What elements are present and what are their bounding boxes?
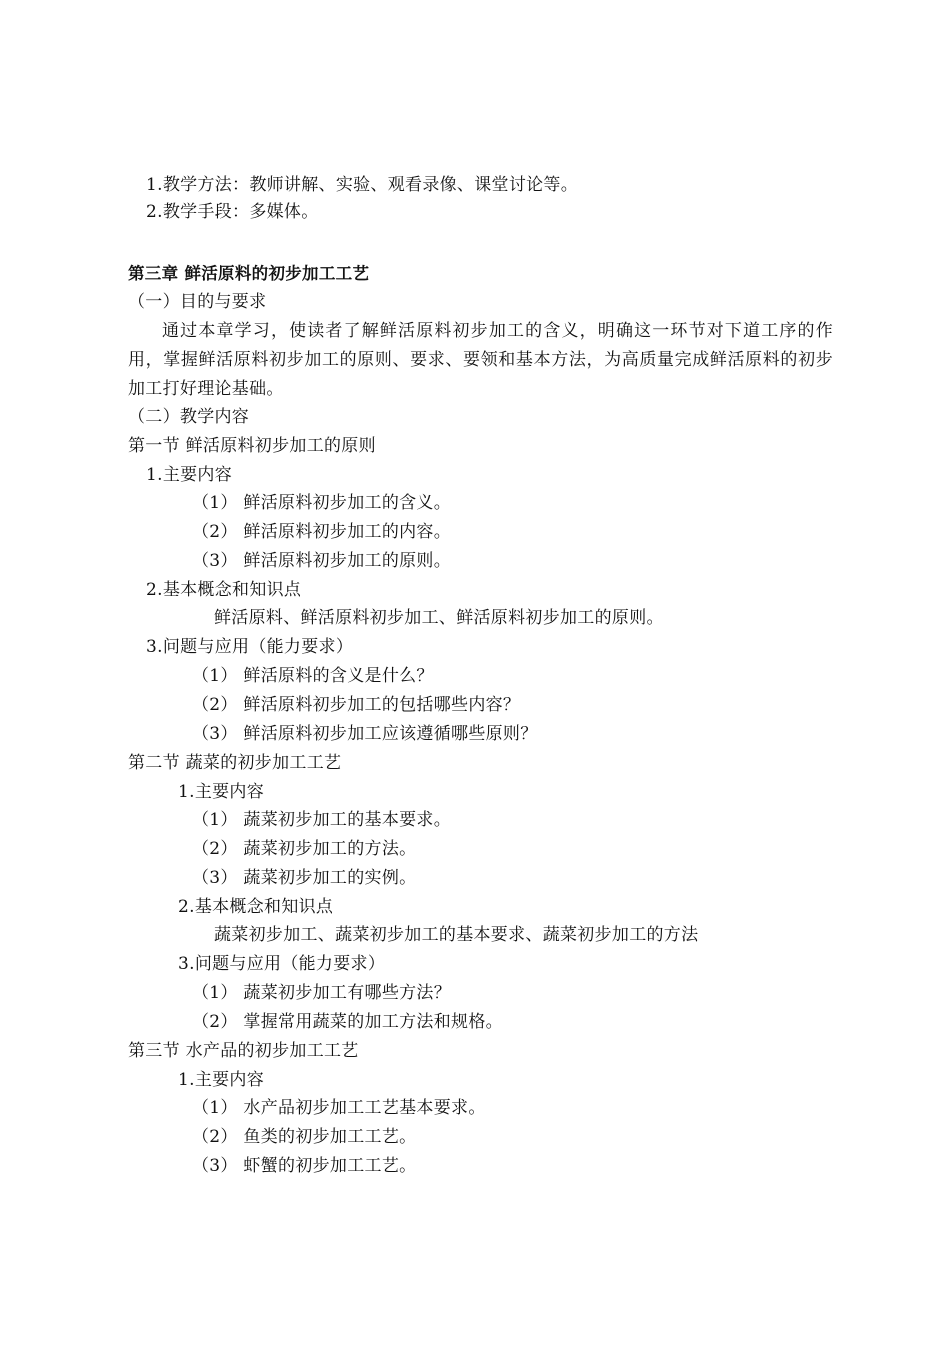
section2-concepts-text: 蔬菜初步加工、蔬菜初步加工的基本要求、蔬菜初步加工的方法 xyxy=(214,925,699,945)
section2-main-item: （1） 蔬菜初步加工的基本要求。 xyxy=(192,810,452,830)
section2-questions-heading: 3.问题与应用（能力要求） xyxy=(178,954,386,974)
section3-title: 第三节 水产品的初步加工工艺 xyxy=(128,1041,359,1061)
section2-main-item: （3） 蔬菜初步加工的实例。 xyxy=(192,868,417,888)
section2-question-item: （1） 蔬菜初步加工有哪些方法？ xyxy=(192,983,452,1003)
section1-concepts-text: 鲜活原料、鲜活原料初步加工、鲜活原料初步加工的原则。 xyxy=(214,608,664,628)
section1-questions-heading: 3.问题与应用（能力要求） xyxy=(146,637,354,657)
section3-main-item: （1） 水产品初步加工工艺基本要求。 xyxy=(192,1098,486,1118)
section1-main-heading: 1.主要内容 xyxy=(146,465,233,485)
teaching-method: 1.教学方法：教师讲解、实验、观看录像、课堂讨论等。 xyxy=(146,175,579,195)
goals-paragraph: 通过本章学习，使读者了解鲜活原料初步加工的含义，明确这一环节对下道工序的作用，掌握鲜活原料初步加工的原则、要求、要领和基本方法，为高质量完成鲜活原料的初步加工打好理论基础。 xyxy=(128,321,833,399)
section1-main-item: （3） 鲜活原料初步加工的原则。 xyxy=(192,551,452,571)
section1-question-item: （2） 鲜活原料初步加工的包括哪些内容？ xyxy=(192,695,521,715)
content-heading: （二）教学内容 xyxy=(128,407,250,427)
goals-heading: （一）目的与要求 xyxy=(128,292,267,312)
section1-question-item: （1） 鲜活原料的含义是什么？ xyxy=(192,666,434,686)
chapter-title: 第三章 鲜活原料的初步加工工艺 xyxy=(128,264,370,283)
section1-question-item: （3） 鲜活原料初步加工应该遵循哪些原则？ xyxy=(192,724,538,744)
section1-main-item: （2） 鲜活原料初步加工的内容。 xyxy=(192,522,452,542)
section2-concepts-heading: 2.基本概念和知识点 xyxy=(178,897,334,917)
section1-concepts-heading: 2.基本概念和知识点 xyxy=(146,580,302,600)
teaching-means: 2.教学手段：多媒体。 xyxy=(146,202,319,222)
section1-title: 第一节 鲜活原料初步加工的原则 xyxy=(128,436,376,456)
section1-main-item: （1） 鲜活原料初步加工的含义。 xyxy=(192,493,452,513)
section2-question-item: （2） 掌握常用蔬菜的加工方法和规格。 xyxy=(192,1012,503,1032)
section3-main-heading: 1.主要内容 xyxy=(178,1070,265,1090)
section2-main-item: （2） 蔬菜初步加工的方法。 xyxy=(192,839,417,859)
section3-main-item: （3） 虾蟹的初步加工工艺。 xyxy=(192,1156,417,1176)
section3-main-item: （2） 鱼类的初步加工工艺。 xyxy=(192,1127,417,1147)
section2-main-heading: 1.主要内容 xyxy=(178,782,265,802)
section2-title: 第二节 蔬菜的初步加工工艺 xyxy=(128,753,342,773)
